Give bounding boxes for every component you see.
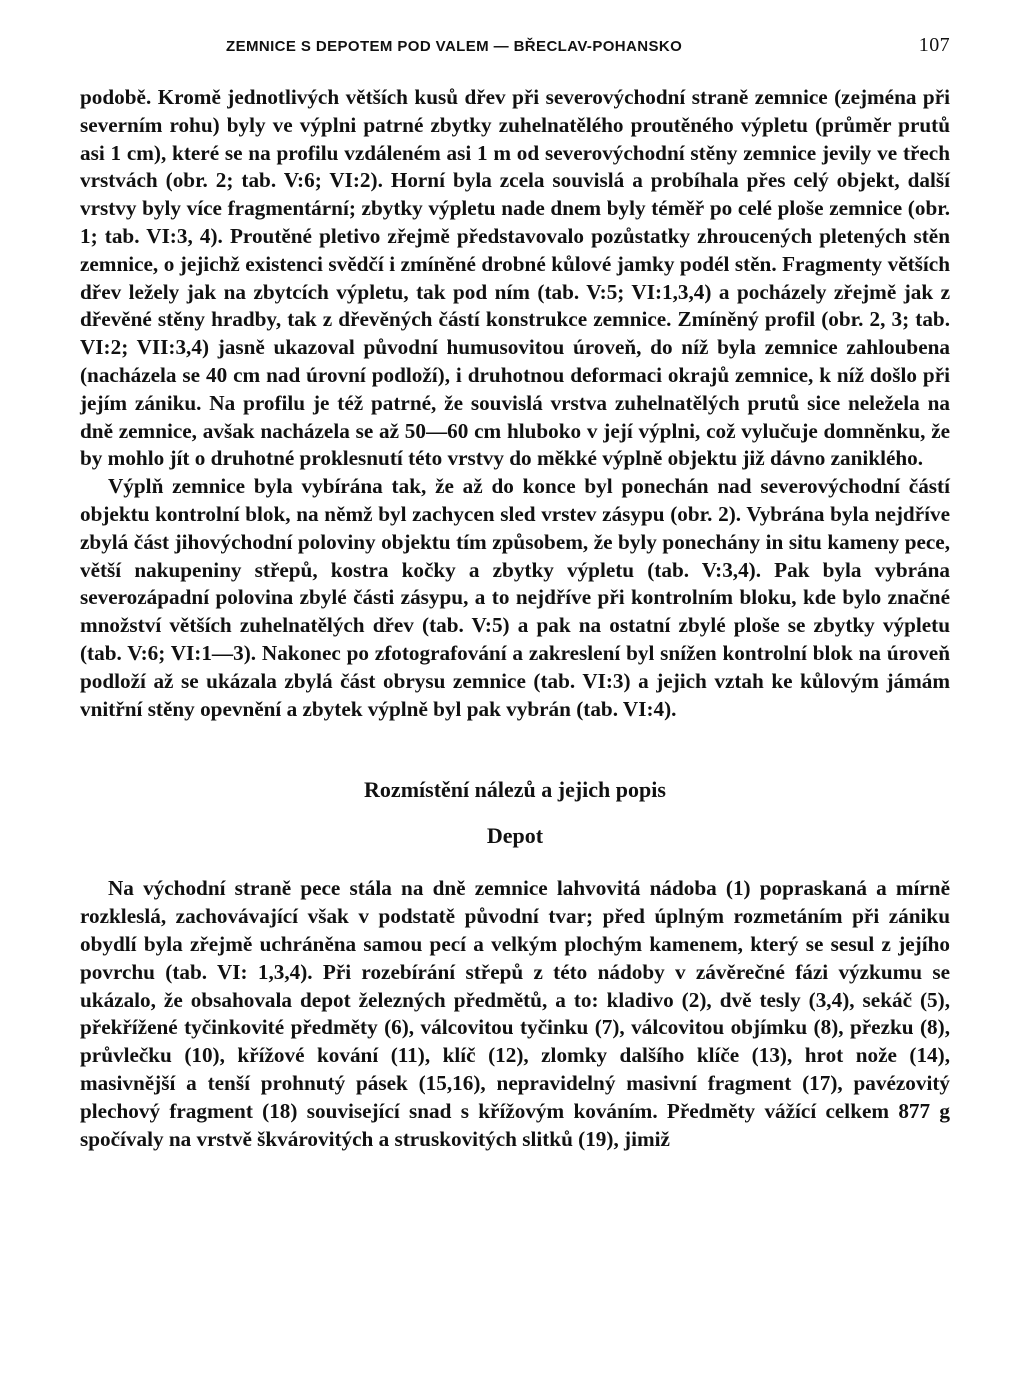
body-paragraph-3: Na východní straně pece stála na dně zemnice lahvovitá nádoba (1) popraskaná a mírně rozkleslá, zachovávající však v podstatě původní tvar; před úplným rozmetáním při zániku obydlí byla zřejmě uchráněna samou pecí a velkým plochým kamenem, který se sesul z jejího povrchu (tab. VI: 1,3,4). Při rozebírání střepů z této nádoby v závěrečné fázi výzkumu se ukázalo, že obsahovala depot železných předmětů, a to: kladivo (2), dvě tesly (3,4), sekáč (5), překřížené tyčinkovité předměty (6), válcovitou tyčinku (7), válcovitou objímku (8), přezku (8), průvlečku (10), křížové kování (11), klíč (12), zlomky dalšího klíče (13), hrot nože (14), masivnější a tenší prohnutý pásek (15,16), nepravidelný masivní fragment (17), pavézovitý plechový fragment (18) související snad s křížovým kováním. Předměty vážící celkem 877 g spočívaly na vrstvě škvárovitých a struskovitých slitků (19), jimiž [80,876,950,1151]
running-title: ZEMNICE S DEPOTEM POD VALEM — BŘECLAV-POHANSKO [226,38,683,55]
page-number: 107 [918,34,950,56]
section-heading: Rozmístění nálezů a jejich popis [364,777,666,803]
body-paragraph-2: Výplň zemnice byla vybírána tak, že až do konce byl ponechán nad severovýchodní částí objektu kontrolní blok, na němž byl zachycen sled vrstev zásypu (obr. 2). Vybrána byla nejdříve zbylá část jihovýchodní poloviny objektu tím způsobem, že byly ponechány in situ kameny pece, větší nakupeniny střepů, kostra kočky a zbytky výpletu (tab. V:3,4). Pak byla vybrána severozápadní polovina zbylé části zásypu, a to nejdříve při kontrolním bloku, kde bylo značné množství větších zuhelnatělých dřev (tab. V:5) a pak na ostatní zbylé ploše se zbytky výpletu (tab. V:6; VI:1—3). Nakonec po zfotografování a zakreslení byl snížen kontrolní blok na úroveň podloží až se ukázala zbylá část obrysu zemnice (tab. VI:3) a jejich vztah ke kůlovým jámám vnitřní stěny opevnění a zbytek výplně byl pak vybrán (tab. VI:4). [80,474,950,721]
document-page [80,30,950,1153]
running-header [80,30,950,64]
subsection-heading: Depot [486,823,544,849]
body-paragraph-1: podobě. Kromě jednotlivých větších kusů dřev při severovýchodní straně zemnice (zejména při severním rohu) byly ve výplni patrné zbytky zuhelnatělého proutěného výpletu (průměr prutů asi 1 cm), které se na profilu vzdáleném asi 1 m od severovýchodní stěny zemnice jevily ve třech vrstvách (obr. 2; tab. V:6; VI:2). Horní byla zcela souvislá a probíhala přes celý objekt, další vrstvy byly více fragmentární; zbytky výpletu nade dnem byly téměř po celé ploše zemnice (obr. 1; tab. VI:3, 4). Proutěné pletivo zřejmě představovalo pozůstatky zhroucených pletených stěn zemnice, o jejichž existenci svědčí i zmíněné drobné kůlové jamky podél stěn. Fragmenty větších dřev ležely jak na zbytcích výpletu, tak pod ním (tab. V:5; VI:1,3,4) a pocházely zřejmě jak z dřevěné stěny hradby, tak z dřevěných částí konstrukce zemnice. Zmíněný profil (obr. 2, 3; tab. VI:2; VII:3,4) jasně ukazoval původní humusovitou úroveň, do níž byla zemnice zahloubena (nacházela se 40 cm nad úrovní podloží), i druhotnou deformaci okrajů zemnice, k níž došlo při jejím zániku. Na profilu je též patrné, že souvislá vrstva zuhelnatělých prutů sice neležela na dně zemnice, avšak nacházela se až 50—60 cm hluboko v její výplni, což vylučuje domněnku, že by mohlo jít o druhotné proklesnutí této vrstvy do měkké výplně objektu již dávno zaniklého. [80,85,950,471]
